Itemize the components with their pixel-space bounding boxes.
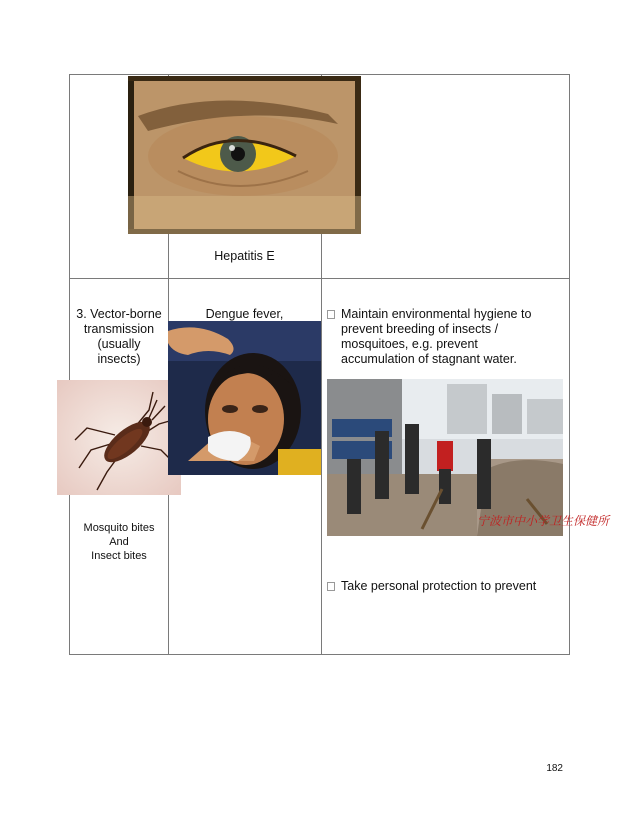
cleanup-workers-photo bbox=[327, 379, 610, 536]
row-divider bbox=[70, 278, 569, 279]
route-line-4: insects) bbox=[97, 352, 141, 366]
prevention-1-line-1: Maintain environmental hygiene to bbox=[341, 307, 532, 321]
caption-line-3: Insect bites bbox=[91, 550, 147, 562]
prevention-1-line-2: prevent breeding of insects / bbox=[341, 322, 499, 336]
route-line-3: (usually bbox=[97, 337, 141, 351]
hepatitis-e-label: Hepatitis E bbox=[214, 249, 275, 263]
dengue-child-photo bbox=[168, 321, 321, 475]
insect-bug-photo bbox=[57, 380, 181, 495]
prevention-1-line-4: accumulation of stagnant water. bbox=[341, 352, 517, 366]
route-line-1: 3. Vector-borne bbox=[76, 307, 162, 321]
bullet-icon bbox=[327, 582, 335, 591]
page-number: 182 bbox=[546, 763, 563, 774]
dengue-fever-label: Dengue fever, bbox=[205, 307, 284, 321]
caption-line-2: And bbox=[109, 536, 129, 548]
prevention-1-line-3: mosquitoes, e.g. prevent bbox=[341, 337, 478, 351]
bullet-icon bbox=[327, 310, 335, 319]
transmission-route-label bbox=[72, 307, 166, 367]
prevention-item-1 bbox=[327, 307, 565, 367]
caption-line-1: Mosquito bites bbox=[83, 522, 155, 534]
photo-watermark: 宁波市中小学卫生保健所 bbox=[477, 514, 610, 528]
route-line-2: transmission bbox=[83, 322, 155, 336]
prevention-item-2 bbox=[327, 579, 565, 594]
vector-caption bbox=[72, 521, 166, 563]
prevention-2-text: Take personal protection to prevent bbox=[341, 579, 537, 593]
jaundice-eye-photo bbox=[128, 76, 361, 234]
